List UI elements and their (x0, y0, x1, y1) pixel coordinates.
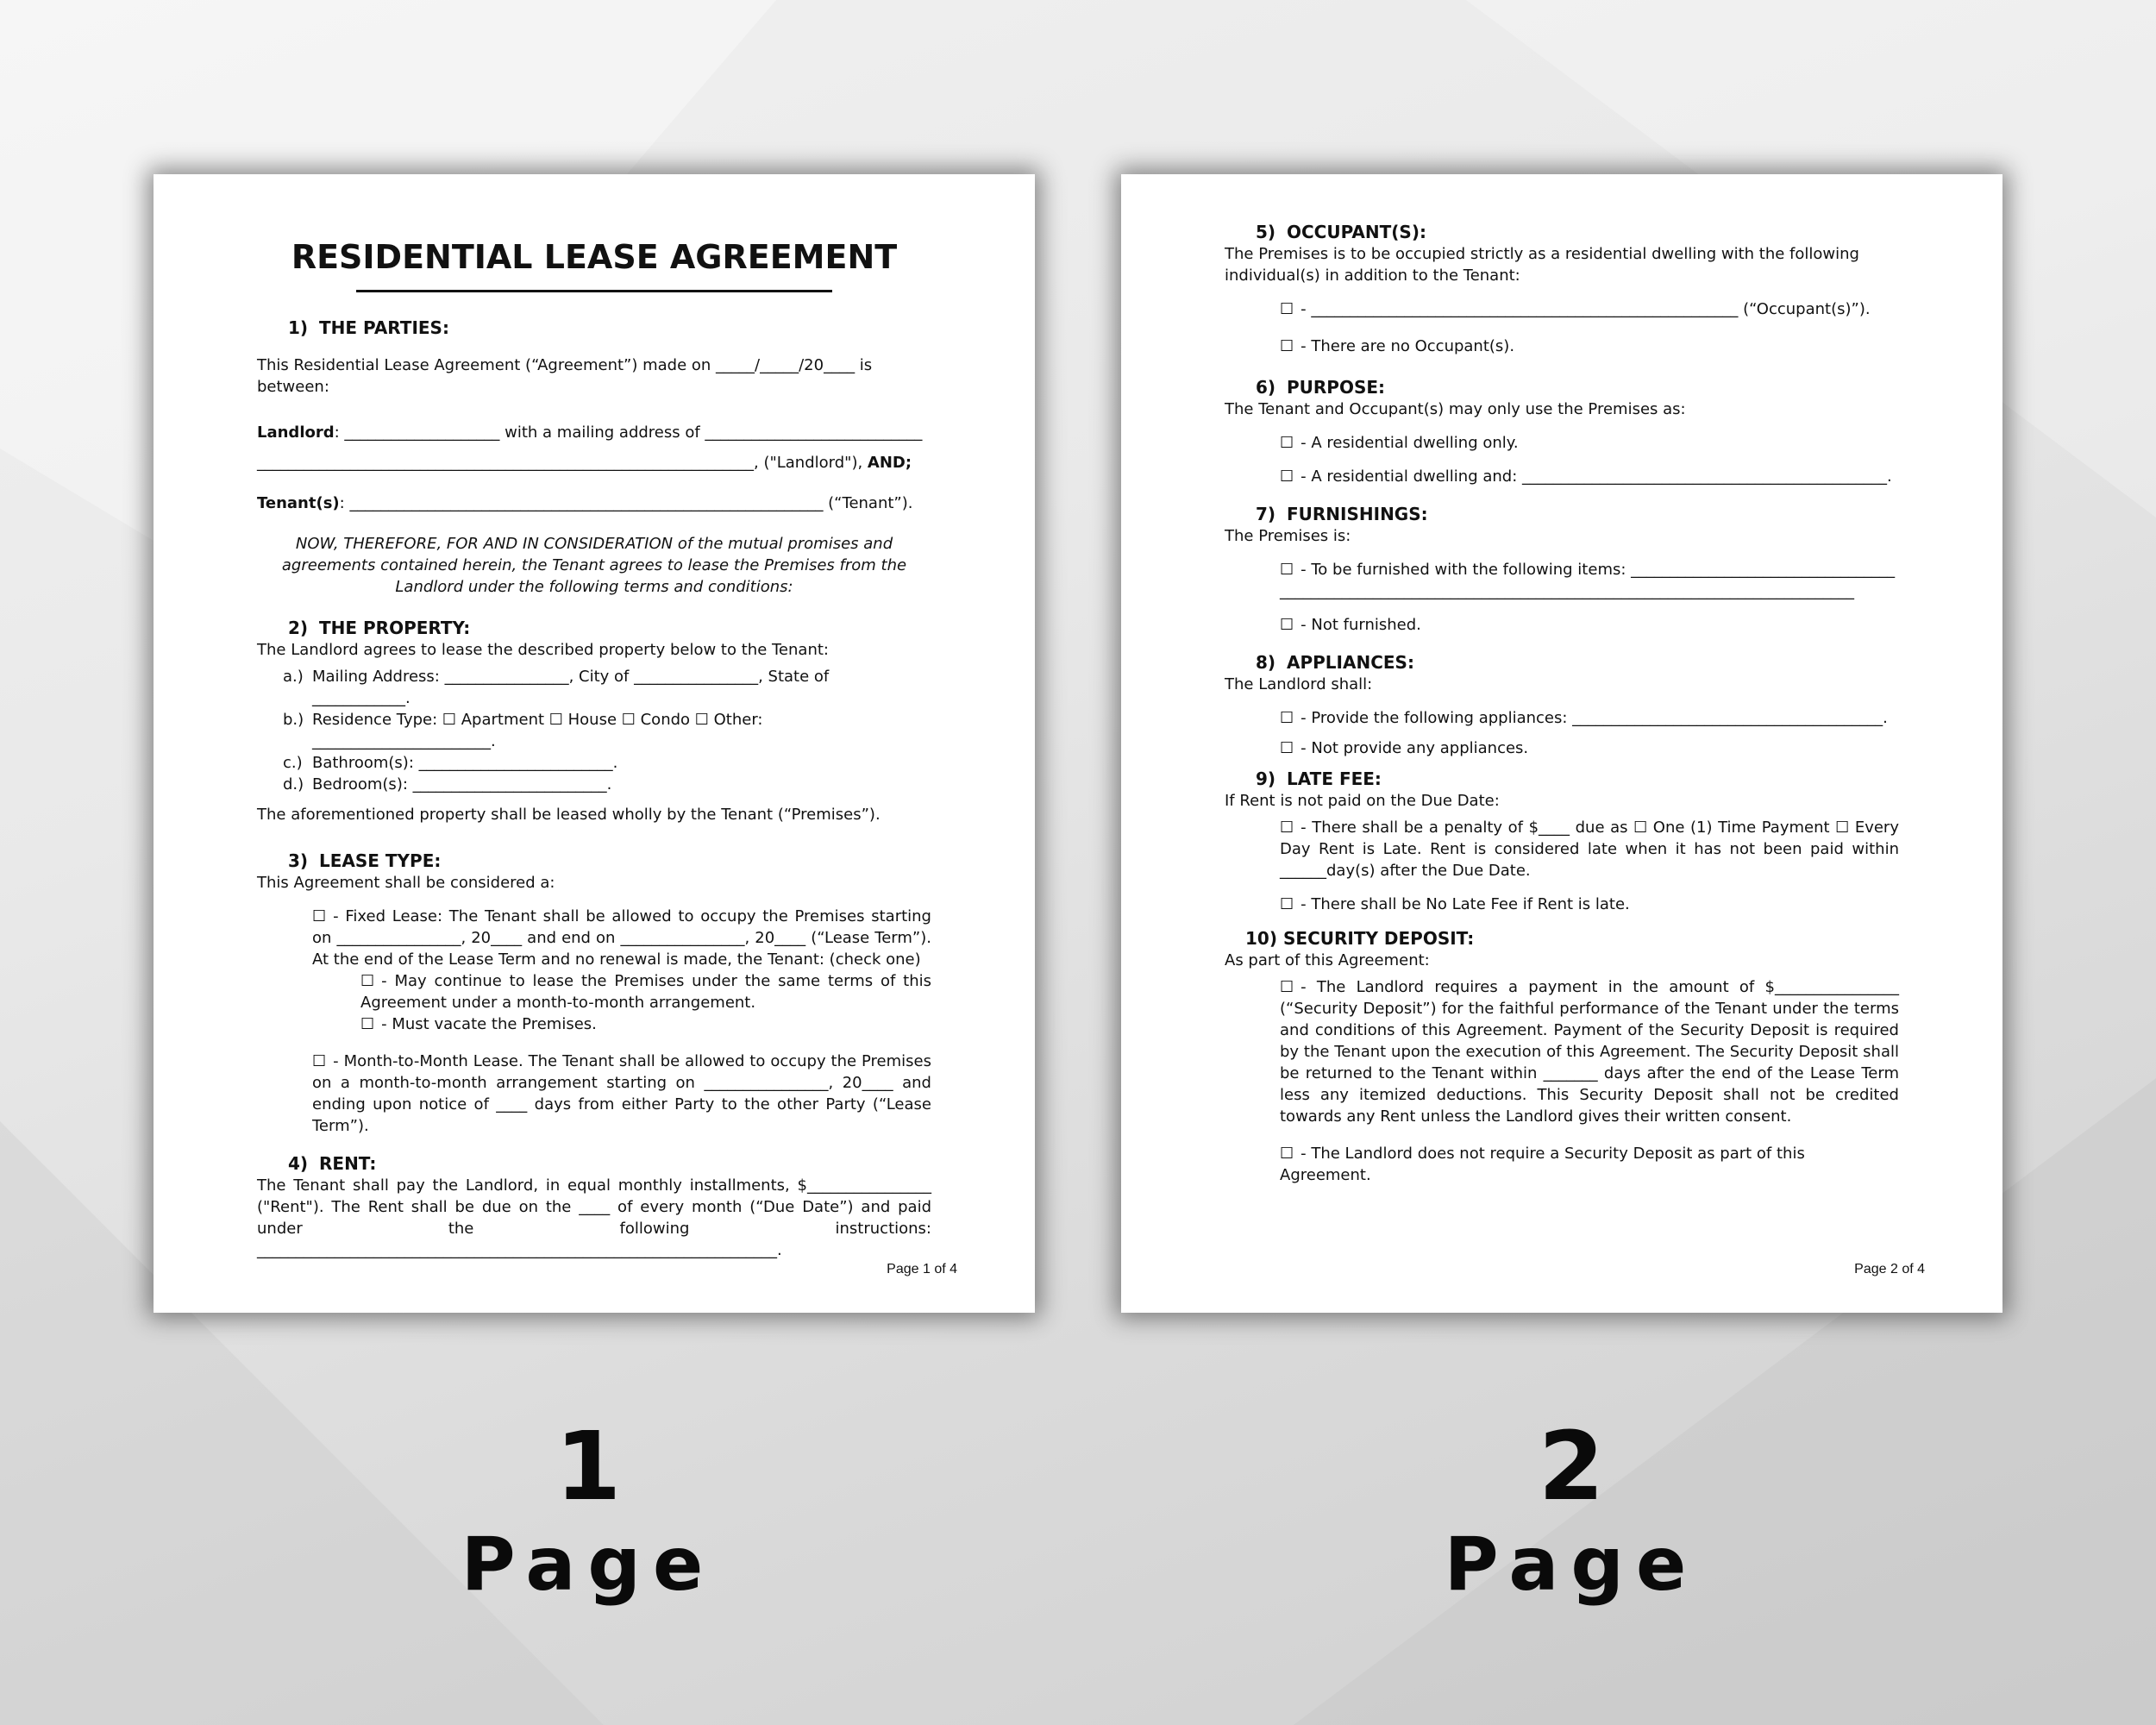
section-parties-heading: 1) THE PARTIES: (288, 317, 449, 338)
occupants-intro: The Premises is to be occupied strictly as a residential dwelling with the following individual(s) in addition to the Tenant: (1225, 245, 1859, 285)
document-page-2 (1121, 174, 2002, 1313)
purpose-option-2: ☐ - A residential dwelling and: _______________________________________________. (1280, 467, 1892, 486)
section-late-fee-heading: 9) LATE FEE: (1256, 768, 1382, 789)
checkbox-icon: ☐ (1280, 337, 1294, 355)
landlord-line: Landlord: ____________________ with a mailing address of ____________________________ (257, 423, 923, 442)
fixed-lease-option: ☐ - Fixed Lease: The Tenant shall be allowed to occupy the Premises starting on ________________, 20____ and end on ________________, 20____ (“Lease Term”). At the end of the Lease Term and no renewal is made, the Tenant: (check one) (312, 907, 931, 969)
tenant-line: Tenant(s): _____________________________________________________________ (“Tenant”). (257, 494, 913, 512)
section-security-deposit-heading: 10) SECURITY DEPOSIT: (1245, 928, 1475, 949)
checkbox-icon: ☐ (1280, 300, 1294, 318)
checkbox-icon: ☐ (1280, 709, 1294, 727)
security-deposit-option-1: ☐ - The Landlord requires a payment in the amount of $________________ (“Security Deposit”) for the faithful performance of the Tenant under the terms and conditions of this Agreement. Payment of the Security Deposit is required by the Tenant upon the execution of this Agreement. The Security Deposit shall be returned to the Tenant within _______ days after the end of the Lease Term less any itemized deductions. This Security Deposit shall not be credited towards any Rent unless the Landlord gives their written consent. (1280, 978, 1899, 1126)
section-rent-heading: 4) RENT: (288, 1153, 377, 1174)
parties-intro: This Residential Lease Agreement (“Agreement”) made on _____/_____/20____ is between: (257, 356, 873, 396)
section-property-heading: 2) THE PROPERTY: (288, 618, 471, 638)
checkbox-icon: ☐ (1280, 561, 1294, 579)
lease-type-intro: This Agreement shall be considered a: (257, 874, 555, 892)
appliances-option-2: ☐ - Not provide any appliances. (1280, 739, 1529, 757)
property-intro: The Landlord agrees to lease the described property below to the Tenant: (257, 641, 829, 659)
checkbox-icon: ☐ (1280, 467, 1294, 486)
month-to-month-option: ☐ - Month-to-Month Lease. The Tenant shall be allowed to occupy the Premises on a month-to-month arrangement starting on ________________, 20____ and ending upon notice of ____ days from either Party to the other Party (“Lease Term”). (312, 1052, 931, 1135)
section-occupants-heading: 5) OCCUPANT(S): (1256, 222, 1426, 242)
property-item: d.) Bedroom(s): _________________________. (283, 775, 612, 794)
page-1-word-label: Page (461, 1521, 716, 1608)
checkbox-icon: ☐ (1280, 819, 1294, 837)
property-outro: The aforementioned property shall be leased wholly by the Tenant (“Premises”). (257, 806, 881, 824)
security-deposit-option-2: ☐ - The Landlord does not require a Security Deposit as part of this Agreement. (1280, 1145, 1805, 1184)
late-fee-option-1: ☐ - There shall be a penalty of $____ due as ☐ One (1) Time Payment ☐ Every Day Rent is Late. Rent is considered late when it has not been paid within ______day(s) after the Due Date. (1280, 819, 1899, 880)
occupants-option: ☐ - _______________________________________________________ (“Occupant(s)”). (1280, 300, 1871, 318)
fixed-lease-continue-option: ☐ - May continue to lease the Premises under the same terms of this Agreement under a month-to-month arrangement. (360, 972, 931, 1012)
appliances-intro: The Landlord shall: (1225, 675, 1373, 693)
page-1-number-label: 1 (555, 1411, 622, 1521)
property-item: a.) Mailing Address: ________________, City of ________________, State of ____________. (283, 668, 830, 707)
security-deposit-intro: As part of this Agreement: (1225, 951, 1430, 969)
late-fee-option-2: ☐ - There shall be No Late Fee if Rent is late. (1280, 895, 1630, 913)
fixed-lease-vacate-option: ☐ - Must vacate the Premises. (360, 1015, 597, 1033)
section-lease-type-heading: 3) LEASE TYPE: (288, 850, 442, 871)
checkbox-icon: ☐ (1280, 978, 1294, 996)
title-underline (356, 290, 832, 292)
purpose-intro: The Tenant and Occupant(s) may only use the Premises as: (1225, 400, 1686, 418)
furnishings-intro: The Premises is: (1225, 527, 1351, 545)
checkbox-icon: ☐ (1280, 739, 1294, 757)
checkbox-icon: ☐ (1280, 616, 1294, 634)
furnished-option: ☐ - To be furnished with the following items: __________________________________ (1280, 561, 1896, 579)
checkbox-icon: ☐ (1280, 434, 1294, 452)
checkbox-icon: ☐ (312, 907, 327, 925)
rent-text: The Tenant shall pay the Landlord, in equal monthly installments, $________________ ("Rent"). The Rent shall be due on the ____ of every month (“Due Date”) and paid under the following instructions: ___________________________________________________________________. (257, 1176, 931, 1259)
no-occupants-option: ☐ - There are no Occupant(s). (1280, 337, 1515, 355)
document-page-1 (154, 174, 1035, 1313)
consideration-clause: NOW, THEREFORE, FOR AND IN CONSIDERATION of the mutual promises and agreements contained herein, the Tenant agrees to lease the Premises from the Landlord under the following terms and conditions: (281, 535, 907, 596)
checkbox-icon: ☐ (312, 1052, 327, 1070)
landlord-line-2: ________________________________________________________________, ("Landlord"), AND; (257, 454, 912, 472)
checkbox-icon: ☐ (360, 1015, 375, 1033)
section-purpose-heading: 6) PURPOSE: (1256, 377, 1386, 398)
furnished-option-line: __________________________________________________________________________ (1280, 582, 1854, 600)
checkbox-icon: ☐ (1280, 895, 1294, 913)
page-2-word-label: Page (1444, 1521, 1699, 1608)
section-appliances-heading: 8) APPLIANCES: (1256, 652, 1414, 673)
late-fee-intro: If Rent is not paid on the Due Date: (1225, 792, 1500, 810)
appliances-option-1: ☐ - Provide the following appliances: ________________________________________. (1280, 709, 1888, 727)
property-item: c.) Bathroom(s): _________________________. (283, 754, 618, 772)
page-number: Page 1 of 4 (887, 1262, 957, 1276)
page-number: Page 2 of 4 (1854, 1262, 1925, 1276)
checkbox-icon: ☐ (1280, 1145, 1294, 1163)
checkbox-icon: ☐ (360, 972, 375, 990)
purpose-option-1: ☐ - A residential dwelling only. (1280, 434, 1519, 452)
section-furnishings-heading: 7) FURNISHINGS: (1256, 504, 1428, 524)
property-item: b.) Residence Type: ☐ Apartment ☐ House ☐ Condo ☐ Other: _______________________. (283, 711, 763, 750)
page-2-number-label: 2 (1538, 1411, 1605, 1521)
document-title: RESIDENTIAL LEASE AGREEMENT (291, 238, 898, 276)
not-furnished-option: ☐ - Not furnished. (1280, 616, 1421, 634)
